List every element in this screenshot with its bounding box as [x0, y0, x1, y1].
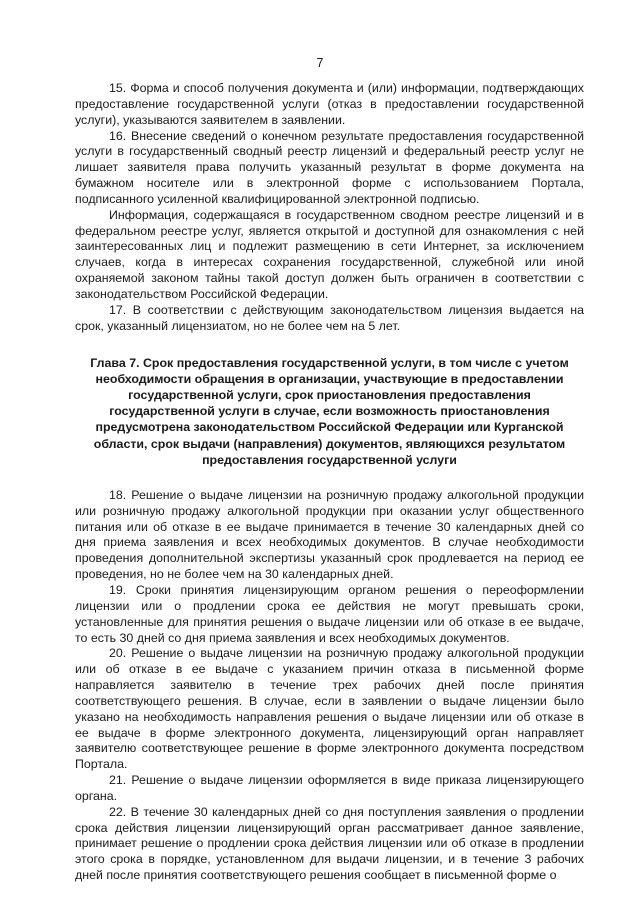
- paragraph-19: 19. Сроки принятия лицензирующим органом решения о переоформлении лицензии или о продлении срока ее действия не могут превышать сроки, установленные для принятия решения о выдаче лицензии или об отказе в ее выдаче, то есть 30 дней со дня приема заявления и всех необходимых документов.: [75, 582, 584, 645]
- paragraph-15: 15. Форма и способ получения документа и (или) информации, подтверждающих предоставление государственной услуги (отказ в предоставлении государственной услуги), указываются заявителем в заявлении.: [75, 81, 584, 127]
- paragraph-17: 17. В соответствии с действующим законодательством лицензия выдается на срок, указанный лицензиатом, но не более чем на 5 лет.: [75, 302, 584, 333]
- paragraph-18: 18. Решение о выдаче лицензии на розничную продажу алкогольной продукции или розничную продажу алкогольной продукции при оказании услуг общественного питания или об отказе в ее выдаче принимается в течение 30 календарных дней со дня приема заявления и всех необходимых документов. В случае необходимости проведения дополнительной экспертизы указанный срок продлевается на период ее проведения, но не более чем на 30 календарных дней.: [75, 487, 584, 582]
- paragraph-information: Информация, содержащаяся в государственном сводном реестре лицензий и в федеральном реестре услуг, является открытой и доступной для ознакомления с ней заинтересованных лиц и подлежит размещению в сети Интернет, за исключением случаев, когда в интересах сохранения государственной, служебной или иной охраняемой законом тайны такой доступ должен быть ограничен в соответствии с законодательством Российской Федерации.: [75, 207, 584, 301]
- chapter-heading: Глава 7. Срок предоставления государственной услуги, в том числе с учетом необходимости обращения в организации, участвующие в предоставлении государственной услуги, срок приостановления предоставления государственной услуги в случае, если возможность приостановления предусмотрена законодательством Российской Федерации или Курганской области, срок выдачи (направления) документов, являющихся результатом предоставления государственной услуги: [90, 355, 569, 467]
- paragraph-21: 21. Решение о выдаче лицензии оформляется в виде приказа лицензирующего органа.: [75, 773, 584, 803]
- document-body: [75, 81, 584, 884]
- page-number: 7: [316, 56, 324, 70]
- paragraph-16: 16. Внесение сведений о конечном результате предоставления государственной услуги в государственный сводный реестр лицензий и федеральный реестр услуг не лишает заявителя права получить указанный результат в форме документа на бумажном носителе или в электронной форме с использованием Портала, подписанного усиленной квалифицированной электронной подписью.: [75, 128, 584, 206]
- paragraph-20: 20. Решение о выдаче лицензии на розничную продажу алкогольной продукции или об отказе в ее выдаче с указанием причин отказа в письменной форме направляется заявителю в течение трех рабочих дней после принятия соответствующего решения. В случае, если в заявлении о выдаче лицензии было указано на необходимость направления решения о выдаче лицензии или об отказе в ее выдаче в форме электронного документа, лицензирующий орган направляет заявителю соответствующее решение в форме электронного документа посредством Портала.: [75, 646, 584, 772]
- paragraph-22: 22. В течение 30 календарных дней со дня поступления заявления о продлении срока действия лицензии лицензирующий орган рассматривает данное заявление, принимает решение о продлении срока действия лицензии или об отказе в продлении этого срока в порядке, установленном для выдачи лицензии, и в течение 3 рабочих дней после принятия соответствующего решения сообщает в письменной форме о: [75, 804, 584, 883]
